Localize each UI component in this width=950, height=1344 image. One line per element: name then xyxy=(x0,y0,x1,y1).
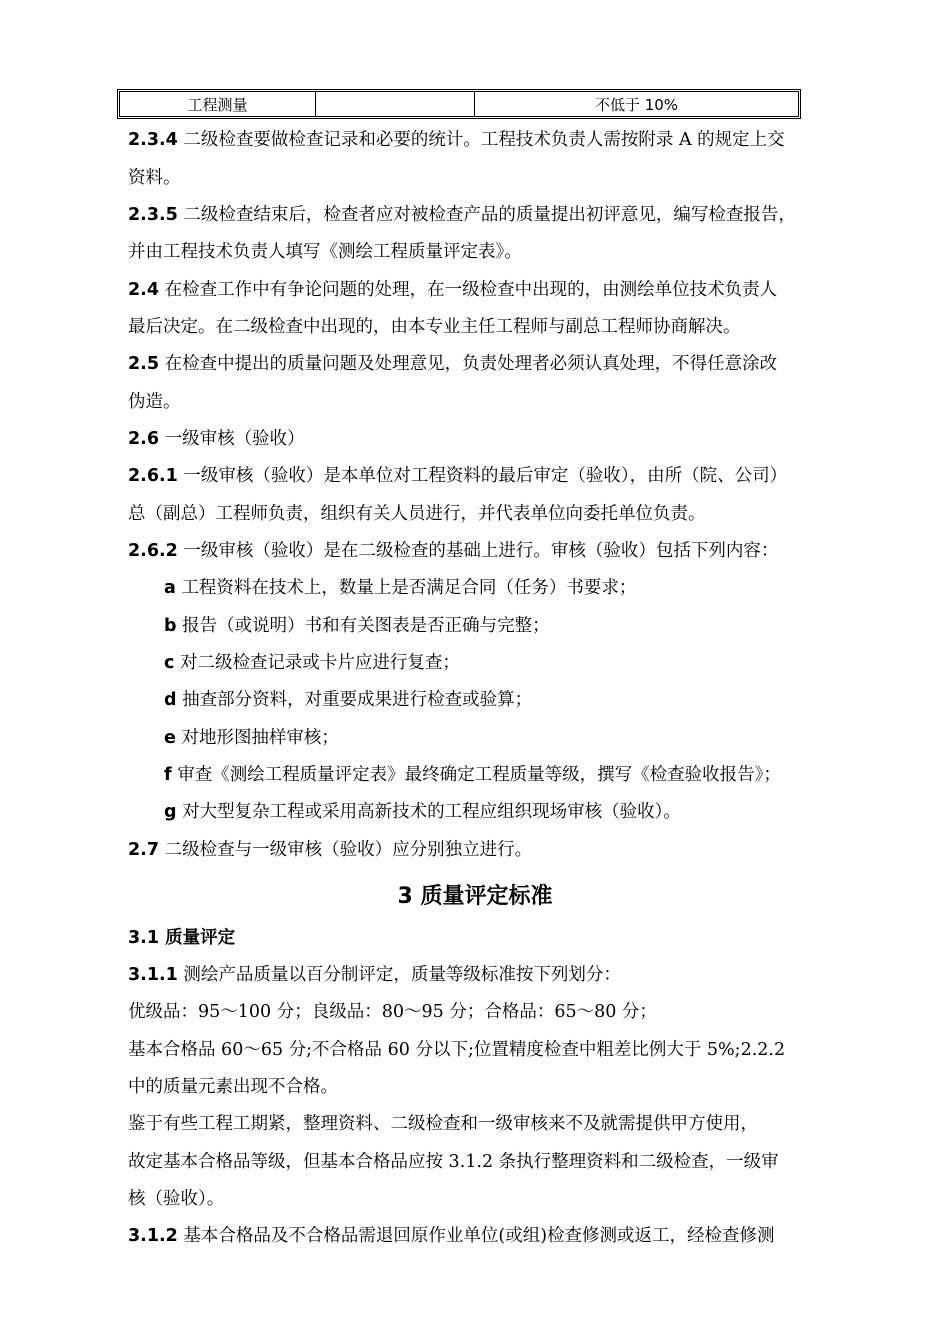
paragraph-line: 基本合格品 60～65 分;不合格品 60 分以下;位置精度检查中粗差比例大于 5%;2.2.2 xyxy=(128,1040,786,1060)
list-item: g 对大型复杂工程或采用高新技术的工程应组织现场审核（验收）。 xyxy=(164,802,681,822)
criteria-table-row xyxy=(117,89,801,119)
paragraph-line: 2.3.4 二级检查要做检查记录和必要的统计。工程技术负责人需按附录 A 的规定上交 xyxy=(128,130,785,150)
list-item: d 抽查部分资料，对重要成果进行检查或验算； xyxy=(164,690,533,710)
paragraph-line: 3.1.2 基本合格品及不合格品需退回原作业单位(或组)检查修测或返工，经检查修测 xyxy=(128,1226,775,1246)
paragraph-line: 总（副总）工程师负责，组织有关人员进行，并代表单位向委托单位负责。 xyxy=(128,504,706,524)
list-item: a 工程资料在技术上，数量上是否满足合同（任务）书要求； xyxy=(164,578,637,598)
paragraph-line: 3.1.1 测绘产品质量以百分制评定，质量等级标准按下列划分： xyxy=(128,965,621,985)
paragraph-line: 2.6.1 一级审核（验收）是本单位对工程资料的最后审定（验收），由所（院、公司） xyxy=(128,466,788,486)
paragraph-line: 2.5 在检查中提出的质量问题及处理意见，负责处理者必须认真处理，不得任意涂改 xyxy=(128,354,778,374)
paragraph-line: 故定基本合格品等级，但基本合格品应按 3.1.2 条执行整理资料和二级检查，一级审 xyxy=(128,1152,779,1172)
paragraph-line: 2.6.2 一级审核（验收）是在二级检查的基础上进行。审核（验收）包括下列内容： xyxy=(128,541,779,561)
paragraph-line: 资料。 xyxy=(128,168,181,188)
table-cell: 工程测量 xyxy=(120,92,316,116)
table-cell: 不低于 10% xyxy=(594,95,679,114)
list-item: b 报告（或说明）书和有关图表是否正确与完整； xyxy=(164,616,550,636)
table-cell xyxy=(316,92,475,116)
paragraph-line: 鉴于有些工程工期紧，整理资料、二级检查和一级审核来不及就需提供甲方使用， xyxy=(128,1114,758,1134)
paragraph-line: 伪造。 xyxy=(128,392,181,412)
paragraph-line: 2.6 一级审核（验收） xyxy=(128,429,305,449)
paragraph-line: 优级品：95～100 分；良级品：80～95 分；合格品：65～80 分； xyxy=(128,1002,657,1022)
list-item: c 对二级检查记录或卡片应进行复查； xyxy=(164,653,460,673)
paragraph-line: 并由工程技术负责人填写《测绘工程质量评定表》。 xyxy=(128,242,522,262)
subsection-heading: 3.1 质量评定 xyxy=(128,928,236,948)
paragraph-line: 中的质量元素出现不合格。 xyxy=(128,1077,338,1097)
paragraph-line: 2.3.5 二级检查结束后，检查者应对被检查产品的质量提出初评意见，编写检查报告， xyxy=(128,205,796,225)
paragraph-line: 2.4 在检查工作中有争论问题的处理，在一级检查中出现的，由测绘单位技术负责人 xyxy=(128,280,778,300)
list-item: f 审查《测绘工程质量评定表》最终确定工程质量等级，撰写《检查验收报告》； xyxy=(164,765,781,785)
paragraph-line: 核（验收）。 xyxy=(128,1189,225,1209)
paragraph-line: 最后决定。在二级检查中出现的，由本专业主任工程师与副总工程师协商解决。 xyxy=(128,317,741,337)
section-heading: 3 质量评定标准 xyxy=(397,884,553,909)
list-item: e 对地形图抽样审核； xyxy=(164,728,339,748)
paragraph-line: 2.7 二级检查与一级审核（验收）应分别独立进行。 xyxy=(128,840,533,860)
